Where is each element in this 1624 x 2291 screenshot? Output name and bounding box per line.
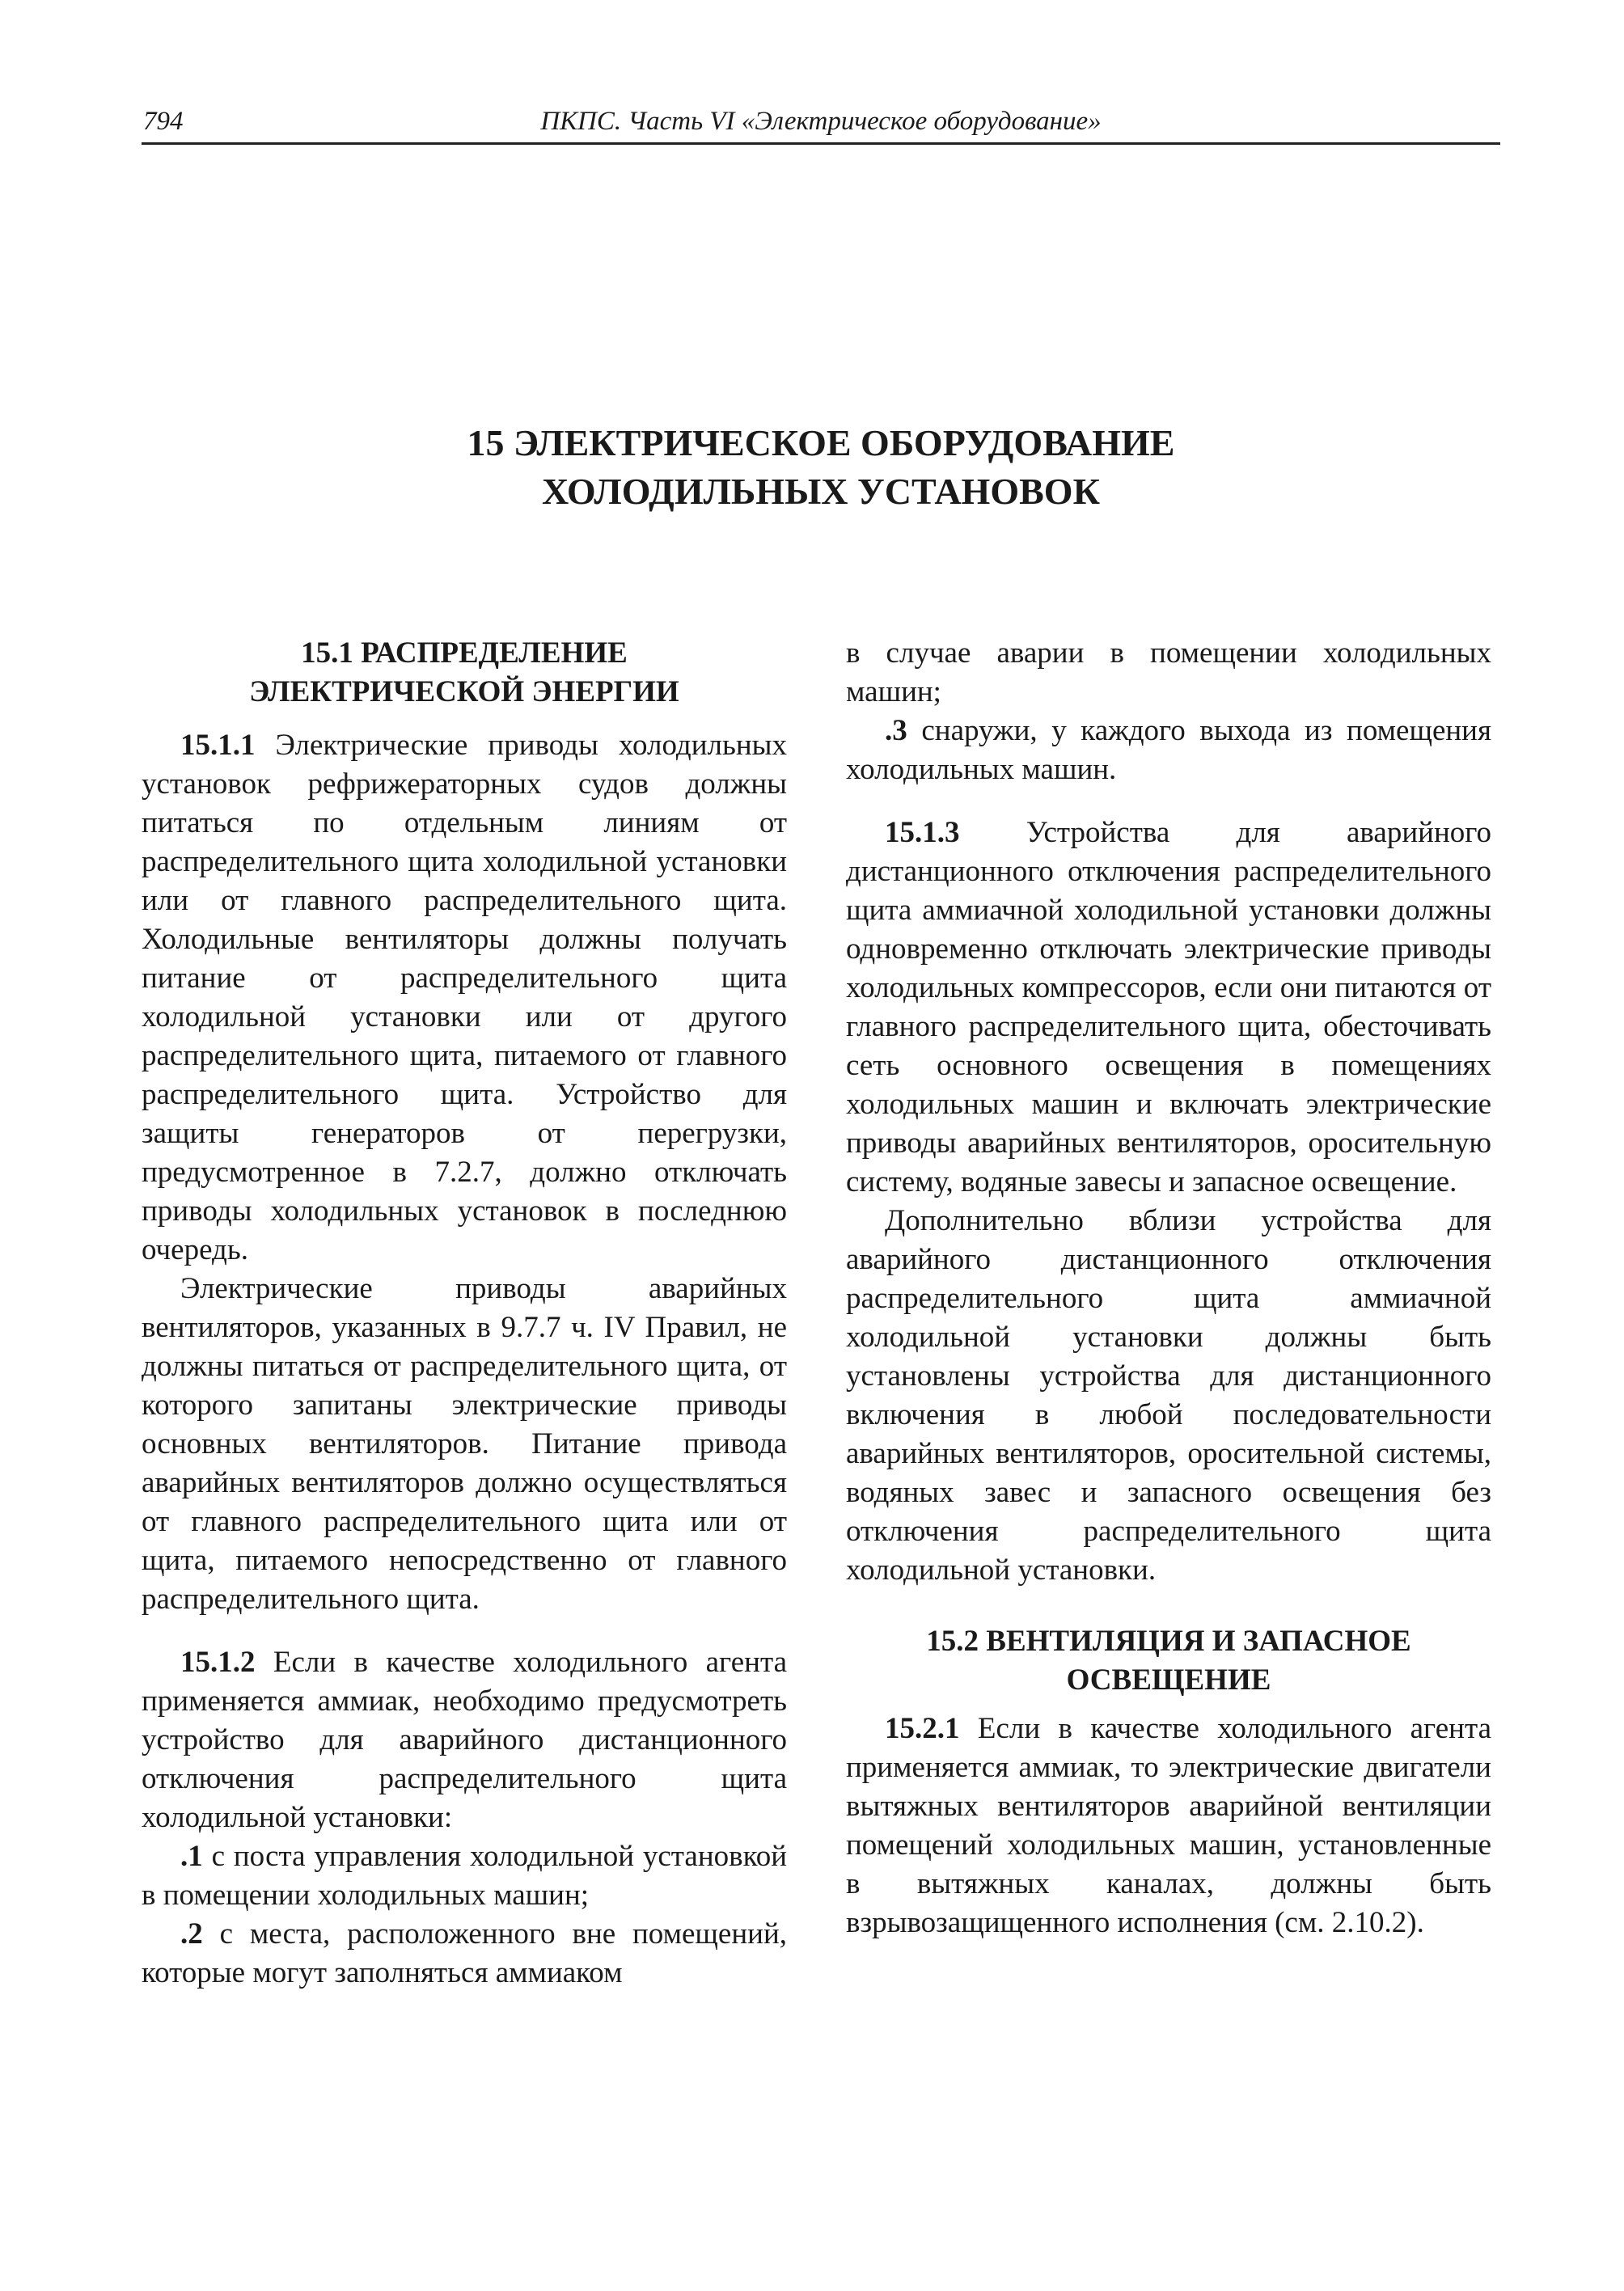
running-title: ПКПС. Часть VI «Электрическое оборудование» xyxy=(540,107,1102,136)
clause-number: 15.1.3 xyxy=(885,816,960,849)
section-heading-15-2-line-1: 15.2 ВЕНТИЛЯЦИЯ И ЗАПАСНОЕ xyxy=(926,1625,1411,1658)
paragraph-text: Устройства для аварийного дистанционного отключения распределительного щита аммиачной холодильной установки должны одновременно отключать электрические приводы холодильных компрессоров, если они питаются от главного распределительного щита, обесточивать сеть основного освещения в помещениях холодильных машин и включать электрические приводы аварийных вентиляторов, оросительную систему, водяные завесы и запасное освещение. xyxy=(846,816,1491,1198)
section-heading-15-2-line-2: ОСВЕЩЕНИЕ xyxy=(1066,1663,1271,1697)
section-heading-15-1-line-2: ЭЛЕКТРИЧЕСКОЙ ЭНЕРГИИ xyxy=(249,675,679,708)
item-text: с места, расположенного вне помещений, которые могут заполняться аммиаком xyxy=(142,1917,787,1989)
page-number: 794 xyxy=(143,107,184,136)
list-item-1 xyxy=(142,1837,787,1915)
chapter-title-line-2: ХОЛОДИЛЬНЫХ УСТАНОВОК xyxy=(542,471,1100,512)
paragraph-text: Если в качестве холодильного агента применяется аммиак, то электрические двигатели вытяжных вентиляторов аварийной вентиляции помещений холодильных машин, установленные в вытяжных каналах, должны быть взрывозащищенного исполнения (см. 2.10.2). xyxy=(846,1712,1492,1939)
list-item-2 xyxy=(142,1915,787,1993)
section-heading-15-2 xyxy=(846,1622,1491,1700)
paragraph-15-1-3-b: Дополнительно вблизи устройства для аварийного дистанционного отключения распределительного щита аммиачной холодильной установки должны быть установлены устройства для дистанционного включения в любой последовательности аварийных вентиляторов, оросительной системы, водяных завес и запасного освещения без отключения распределительного щита холодильной установки. xyxy=(846,1204,1491,1587)
running-header xyxy=(142,104,1500,145)
chapter-title-line-1: 15 ЭЛЕКТРИЧЕСКОЕ ОБОРУДОВАНИЕ xyxy=(467,422,1175,463)
list-item-3 xyxy=(846,712,1491,789)
clause-number: 15.1.1 xyxy=(180,729,256,762)
item-text: снаружи, у каждого выхода из помещения холодильных машин. xyxy=(846,714,1491,786)
section-heading-15-1 xyxy=(142,634,787,712)
paragraph-15-1-1 xyxy=(142,726,787,1270)
paragraph-15-1-1-b: Электрические приводы аварийных вентиляторов, указанных в 9.7.7 ч. IV Правил, не должны питаться от распределительного щита, от которого запитаны электрические приводы основных вентиляторов. Питание привода аварийных вентиляторов должно осуществляться от главного распределительного щита или от щита, питаемого непосредственно от главного распределительного щита. xyxy=(142,1272,787,1616)
item-number: .1 xyxy=(180,1840,203,1873)
paragraph-15-1-3 xyxy=(846,814,1491,1202)
section-heading-15-1-line-1: 15.1 РАСПРЕДЕЛЕНИЕ xyxy=(301,636,628,670)
paragraph-text: Электрические приводы холодильных установок рефрижераторных судов должны питаться по отдельным линиям от распределительного щита холодильной установки или от главного распределительного щита. Холодильные вентиляторы должны получать питание от распределительного щита холодильной установки или от другого распределительного щита, питаемого от главного распределительного щита. Устройство для защиты генераторов от перегрузки, предусмотренное в 7.2.7, должно отключать приводы холодильных установок в последнюю очередь. xyxy=(142,729,788,1266)
paragraph-text: Если в качестве холодильного агента применяется аммиак, необходимо предусмотреть устройство для аварийного дистанционного отключения распределительного щита холодильной установки: xyxy=(142,1646,788,1834)
right-column xyxy=(846,634,1491,1942)
item-number: .2 xyxy=(180,1917,203,1951)
item-text: с поста управления холодильной установкой в помещении холодильных машин; xyxy=(142,1840,787,1912)
clause-number: 15.2.1 xyxy=(885,1712,960,1745)
chapter-title xyxy=(142,419,1500,516)
list-item-2-continuation: в случае аварии в помещении холодильных машин; xyxy=(846,636,1491,708)
paragraph-15-1-2 xyxy=(142,1643,787,1837)
paragraph-15-2-1 xyxy=(846,1710,1491,1942)
left-column xyxy=(142,634,787,1993)
clause-number: 15.1.2 xyxy=(180,1646,256,1679)
item-number: .3 xyxy=(885,714,907,747)
